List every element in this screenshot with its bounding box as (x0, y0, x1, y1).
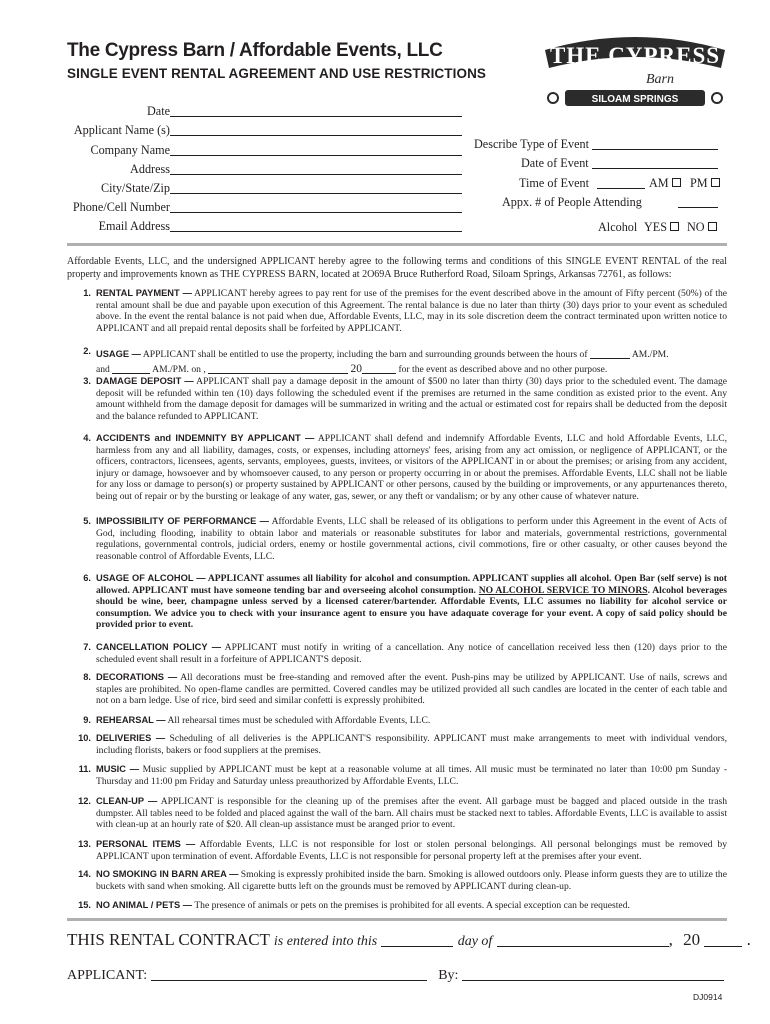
section-2: 2. USAGE — APPLICANT shall be entitled to use the property, including the barn and surrounding grounds between the hours of AM./PM. and AM./PM. on , 20 for the event as described above and no other purpose. (83, 346, 669, 375)
pm-checkbox[interactable] (711, 178, 720, 187)
section-7: 7. CANCELLATION POLICY — APPLICANT must notify in writing of a cancellation. Any notice of cancellation received less then (120) days prior to the scheduled event shall result in a forfeiture of APPLICANT'S deposit. (83, 642, 727, 665)
section-9: 9. REHEARSAL — All rehearsal times must be scheduled with Affordable Events, LLC. (83, 715, 431, 726)
am-checkbox[interactable] (672, 178, 681, 187)
section-3: 3. DAMAGE DEPOSIT — APPLICANT shall pay a damage deposit in the amount of $500 no later than thirty (30) days prior to the scheduled event. The damage deposit will be refunded within ten (10) days following the scheduled event if the premises are returned in the same condition as existed prior to the event. Any amount withheld from the damage deposit for damages will be summarized in writing and the actual or estimated cost for repairs shall be deducted from the deposit and the balance refunded to APPLICANT. (83, 376, 728, 422)
form-code: DJ0914 (693, 992, 723, 1002)
section-5: 5. IMPOSSIBILITY OF PERFORMANCE — Affordable Events, LLC shall be released of its obligations to perform under this Agreement in the event of Acts of God, including flooding, inability to obtain labor and materials or reasonable substitutes for labor and materials, governmental restrictions, governmental regulations, governmental controls, judicial orders, enemy or hostile governmental actions, civil commotions, fire or other casualty, or other causes beyond the reasonable control of Affordable Events, LLC. (83, 516, 727, 562)
section-10: 10. DELIVERIES — Scheduling of all deliveries is the APPLICANT'S responsibility. APPLICANT must make arrangements to meet with individual vendors, including florists, bakers or food suppliers at the premises. (78, 733, 727, 756)
section-12: 12. CLEAN-UP — APPLICANT is responsible for the cleaning up of the premises after the event. All garbage must be bagged and placed outside in the trash dumpster. All tables need to be folded and placed against the wall of the barn. All chairs must be stacked next to tables. Affordable Events, LLC is available to assist with clean-up at an hourly rate of $20. All clean-up assistance must be aranged prior to event. (78, 796, 727, 831)
logo-text-barn: Barn (646, 72, 674, 87)
field-event-type[interactable]: Describe Type of Event (474, 137, 589, 152)
section-6: 6. USAGE OF ALCOHOL — APPLICANT assumes all liability for alcohol and consumption. APPLICANT supplies all alcohol. Open Bar (self serve) is not allowed. APPLICANT must have someone tending bar and overseeing alcohol consumption. NO ALCOHOL SERVICE TO MINORS. Alcohol beverages should be wine, beer, champagne unless served by a licensed caterer/bartender. Affordable Events, LLC assumes no liability for alcohol service or consumption. We advice you to check with your insurance agent to ensure you have adaquate coverage for your event. A copy of said policy should be provided prior to event. (83, 573, 727, 631)
contract-day-field[interactable] (381, 934, 453, 947)
section-15: 15. NO ANIMAL / PETS — The presence of animals or pets on the premises is prohibited for all events. A special exception can be requested. (78, 900, 630, 911)
contract-month-field[interactable] (497, 934, 669, 947)
section-1: 1. RENTAL PAYMENT — APPLICANT hereby agrees to pay rent for use of the premises for the event described above in the amount of Fifty percent (50%) of the rental amount shall be due and payable upon execution of this Agreement. The rental balance is due no later than thirty (30) days prior to your event as scheduled above. In the event the rental balance is not paid when due, Affordable Events, LLC, may in its sole discretion deem the contract terminated upon written notice to APPLICANT and all prepaid rental deposits shall be forfeited by APPLICANT. (83, 288, 728, 334)
intro-paragraph: Affordable Events, LLC, and the undersigned APPLICANT hereby agree to the following terms and conditions of this SINGLE EVENT RENTAL of the real property and improvements known as THE CYPRESS BARN, located at 2O69A Bruce Rutherford Road, Siloam Springs, Arkansas 72761, as follows: (67, 256, 727, 280)
divider-bottom (67, 918, 727, 921)
alcohol-no-checkbox[interactable] (708, 222, 717, 231)
alcohol-yes-checkbox[interactable] (670, 222, 679, 231)
logo-text-siloam: SILOAM SPRINGS (591, 94, 679, 105)
section-4: 4. ACCIDENTS and INDEMNITY BY APPLICANT — APPLICANT shall defend and indemnify Affordable Events, LLC and hold Affordable Events, LLC, harmless from any and all liability, damages, costs, or expenses, including attorneys' fees, arising from any act omission, or negligence of APPLICANT, or the officers, contractors, licensees, agents, servants, employees, guests, invitees, or visitors of the APPLICANT in or about the premises; or arising from any accident, injury or damage, howsoever and by whomsoever caused, to any person or property occurring in or about the premises. Affordable Events, LLC shall not be liable for any loss or damage to person(s) or property sustained by APPLICANT or other persons, caused by the building or improvements, or any appurtenances thereto, being out of repair or by the bursting or leakage of any water, gas, sewer, or any theft or vandalism; or by any other cause of whatever nature. (83, 433, 727, 502)
logo-text-cypress: THE CYPRESS (549, 43, 721, 68)
cypress-barn-logo (535, 28, 735, 120)
contract-line: THIS RENTAL CONTRACT is entered into this day of , 20 . (67, 930, 751, 949)
signature-row: APPLICANT: By: (67, 968, 724, 984)
page-subtitle: SINGLE EVENT RENTAL AGREEMENT AND USE RESTRICTIONS (67, 66, 487, 81)
by-signature-field[interactable] (462, 968, 724, 981)
divider (67, 243, 727, 246)
section-11: 11. MUSIC — Music supplied by APPLICANT must be kept at a reasonable volume at all times. All music must be terminated no later than 10:00 pm Sunday -Thursday and 11:00 pm Friday and Saturday unless preauthorized by Affordable Events, LLC. (78, 764, 728, 787)
section-13: 13. PERSONAL ITEMS — Affordable Events, LLC is not responsible for lost or stolen personal belongings. All personal belongings must be removed by APPLICANT upon termination of event. Affordable Events, LLC is not responsible for personal property left at the premises after your event. (78, 839, 727, 862)
page-title: The Cypress Barn / Affordable Events, LLC (67, 40, 443, 61)
section-14: 14. NO SMOKING IN BARN AREA — Smoking is expressly prohibited inside the barn. Smoking is allowed outdoors only. Please inform guests they are to utilize the buckets with sand when smoking. All cigarette butts left on the grounds must be removed by APPLICANT during clean-up. (78, 869, 727, 892)
applicant-signature-field[interactable] (151, 968, 427, 981)
contract-year-field[interactable] (704, 934, 742, 947)
section-8: 8. DECORATIONS — All decorations must be free-standing and removed after the event. Push-pins may be utilized by APPLICANT. Use of nails, screws and staples are prohibited. No open-flame candles are permitted. Covered candles may be utilized provided all such candles are located in the center of each table and not on a barn ledge. Use of rice, bird seed and similar confetti is expressly prohibited. (83, 672, 727, 707)
